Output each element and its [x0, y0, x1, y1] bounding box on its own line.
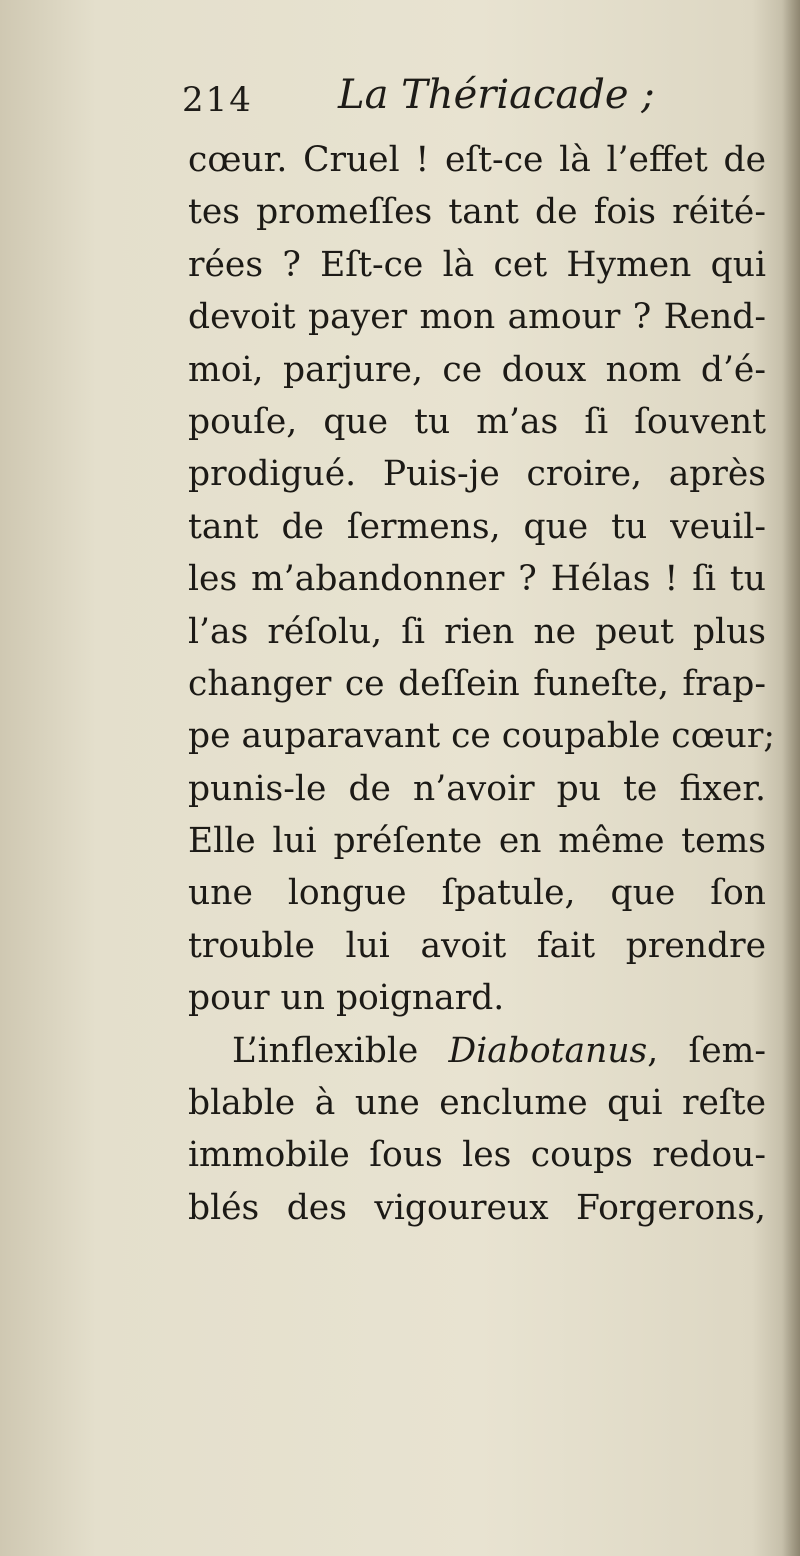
text-line: pe auparavant ce coupable cœur;: [188, 716, 776, 757]
text-line: pour un poignard.: [188, 978, 505, 1019]
text-line: une longue ſpatule, que ſon: [188, 873, 766, 914]
text-line: moi, parjure, ce doux nom d’é-: [188, 349, 766, 390]
text-line: trouble lui avoit fait prendre: [188, 925, 766, 966]
running-title: La Thériacade ;: [338, 72, 655, 118]
text-line: Elle lui préſente en même tems: [188, 821, 766, 862]
page-header: [182, 70, 672, 126]
paragraph-first-line: [188, 1025, 766, 1077]
text-line: tes promeſſes tant de fois réité-: [188, 192, 766, 233]
text-line: pouſe, que tu m’as ſi ſouvent: [188, 401, 766, 442]
text-line: rées ? Eſt-ce là cet Hymen qui: [188, 244, 766, 285]
text-line: les m’abandonner ? Hélas ! ſi tu: [188, 559, 766, 600]
text-line: punis-le de n’avoir pu te fixer.: [188, 768, 766, 809]
text-line: changer ce deſſein funeſte, frap-: [188, 663, 766, 704]
body-text: [188, 134, 776, 1234]
page-number: 214: [182, 80, 253, 120]
text-segment: , ſem-: [647, 1030, 766, 1071]
text-line: immobile ſous les coups redou-: [188, 1135, 766, 1176]
text-line: l’as réſolu, ſi rien ne peut plus: [188, 611, 766, 652]
text-segment: L’inflexible: [232, 1030, 449, 1071]
text-line: devoit payer mon amour ? Rend-: [188, 297, 766, 338]
text-line: blable à une enclume qui reſte: [188, 1083, 766, 1124]
page-edge-shadow: [782, 0, 800, 1556]
character-name: Diabotanus: [448, 1030, 648, 1071]
text-line: prodigué. Puis-je croire, après: [188, 454, 766, 495]
text-line: blés des vigoureux Forgerons,: [188, 1187, 766, 1228]
text-line: cœur. Cruel ! eſt-ce là l’effet de: [188, 140, 766, 180]
text-line: tant de ſermens, que tu veuil-: [188, 506, 766, 547]
